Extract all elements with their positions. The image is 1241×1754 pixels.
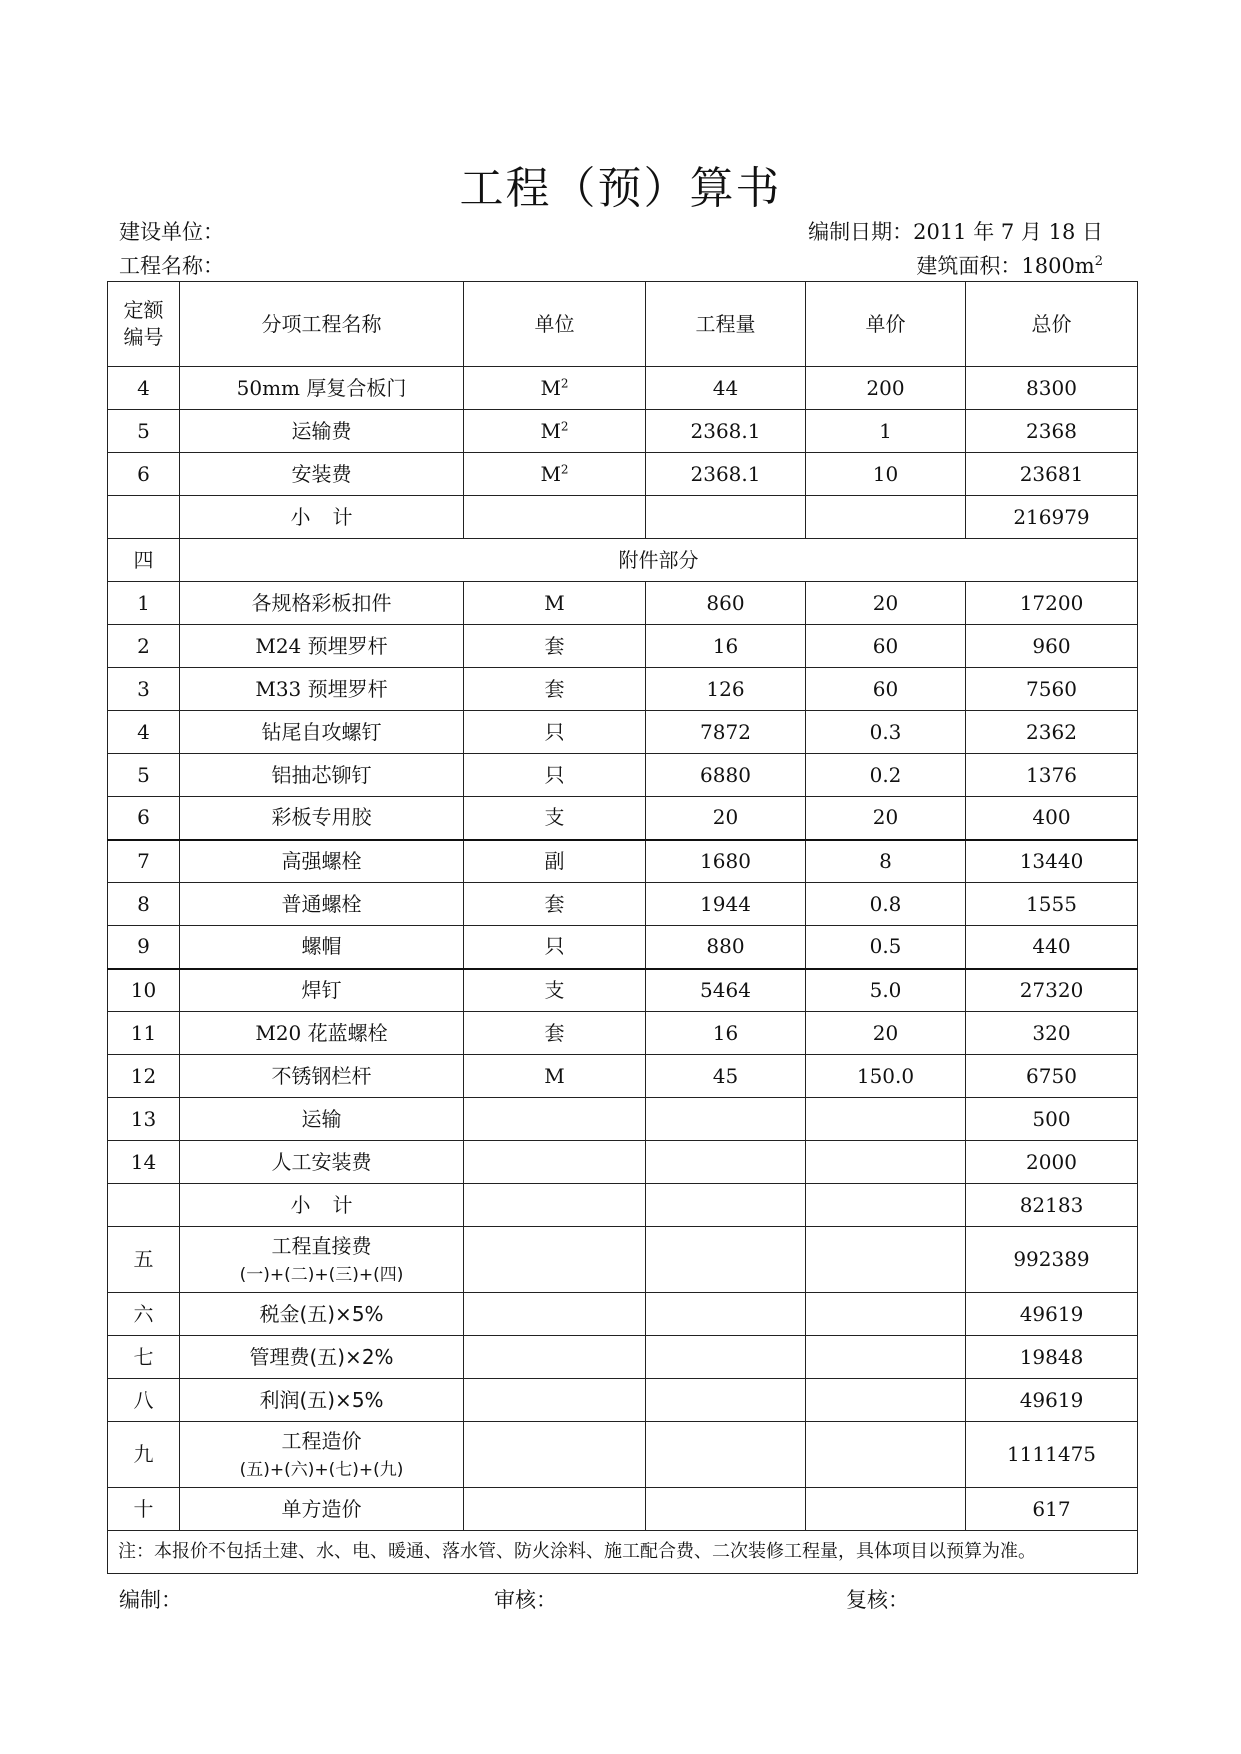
cell-total: 1376 bbox=[966, 754, 1138, 797]
cell-unit: $M^2$ bbox=[464, 410, 646, 453]
cell-price: 20 bbox=[806, 797, 966, 840]
cell-total: 7560 bbox=[966, 668, 1138, 711]
cell-name: 50mm 厚复合板门 bbox=[180, 367, 464, 410]
cell-total: 8300 bbox=[966, 367, 1138, 410]
cell-qty: 6880 bbox=[646, 754, 806, 797]
cell-unit: M bbox=[464, 582, 646, 625]
table-row bbox=[108, 582, 1138, 625]
cell-price: 10 bbox=[806, 453, 966, 496]
cell-unit: 套 bbox=[464, 1012, 646, 1055]
subtotal-row bbox=[108, 1184, 1138, 1227]
cell-total: 1111475 bbox=[966, 1422, 1138, 1488]
cell-name: 人工安装费 bbox=[180, 1141, 464, 1184]
cell-code: 6 bbox=[108, 797, 180, 840]
subtotal-row bbox=[108, 496, 1138, 539]
section-row bbox=[108, 539, 1138, 582]
cell-qty: 126 bbox=[646, 668, 806, 711]
cell-total: 440 bbox=[966, 926, 1138, 969]
cell-name: M20 花蓝螺栓 bbox=[180, 1012, 464, 1055]
cell-qty: 2368.1 bbox=[646, 453, 806, 496]
cell-name: 单方造价 bbox=[180, 1488, 464, 1531]
cell-code: 8 bbox=[108, 883, 180, 926]
summary-row-management bbox=[108, 1336, 1138, 1379]
header-code: 定额 编号 bbox=[108, 282, 180, 367]
note-row bbox=[108, 1531, 1138, 1574]
cell-price: 0.8 bbox=[806, 883, 966, 926]
cell-unit: 只 bbox=[464, 926, 646, 969]
cell-name: M24 预埋罗杆 bbox=[180, 625, 464, 668]
cell-code: 7 bbox=[108, 840, 180, 883]
subtotal-label: 小计 bbox=[180, 496, 464, 539]
cell-price: 5.0 bbox=[806, 969, 966, 1012]
cell-code: 13 bbox=[108, 1098, 180, 1141]
section-title: 附件部分 bbox=[180, 539, 1138, 582]
cell-price: 8 bbox=[806, 840, 966, 883]
cell-qty: 44 bbox=[646, 367, 806, 410]
construction-unit-label: 建设单位： bbox=[119, 220, 224, 244]
header-unit-price: 单价 bbox=[806, 282, 966, 367]
cell-unit: M bbox=[464, 1055, 646, 1098]
cell-qty: 16 bbox=[646, 1012, 806, 1055]
cell-name: 工程直接费 (一)+(二)+(三)+(四) bbox=[180, 1227, 464, 1293]
table-row bbox=[108, 410, 1138, 453]
table-row bbox=[108, 453, 1138, 496]
cell-total: 617 bbox=[966, 1488, 1138, 1531]
cell-code: 1 bbox=[108, 582, 180, 625]
cell-code: 9 bbox=[108, 926, 180, 969]
cell-total: 49619 bbox=[966, 1293, 1138, 1336]
subtotal-label: 小计 bbox=[180, 1184, 464, 1227]
table-row bbox=[108, 668, 1138, 711]
cell-code: 5 bbox=[108, 754, 180, 797]
cell-unit: 只 bbox=[464, 711, 646, 754]
cell-code: 六 bbox=[108, 1293, 180, 1336]
cell-unit: 只 bbox=[464, 754, 646, 797]
header-unit: 单位 bbox=[464, 282, 646, 367]
cell-code: 10 bbox=[108, 969, 180, 1012]
cell-total: 13440 bbox=[966, 840, 1138, 883]
cell-unit: 套 bbox=[464, 668, 646, 711]
table-row bbox=[108, 926, 1138, 969]
cell-total: 6750 bbox=[966, 1055, 1138, 1098]
cell-price: 20 bbox=[806, 582, 966, 625]
cell-qty: 7872 bbox=[646, 711, 806, 754]
table-header-row bbox=[108, 282, 1138, 367]
table-row bbox=[108, 883, 1138, 926]
cell-name: M33 预埋罗杆 bbox=[180, 668, 464, 711]
cell-code: 6 bbox=[108, 453, 180, 496]
cell-name: 普通螺栓 bbox=[180, 883, 464, 926]
cell-unit bbox=[464, 1141, 646, 1184]
cell-name: 运输 bbox=[180, 1098, 464, 1141]
cell-code: 五 bbox=[108, 1227, 180, 1293]
cell-code: 11 bbox=[108, 1012, 180, 1055]
section-code: 四 bbox=[108, 539, 180, 582]
cell-unit bbox=[464, 1098, 646, 1141]
cell-unit: $M^2$ bbox=[464, 453, 646, 496]
header-total-price: 总价 bbox=[966, 282, 1138, 367]
cell-price: 1 bbox=[806, 410, 966, 453]
project-name-label: 工程名称： bbox=[119, 254, 224, 278]
cell-code: 十 bbox=[108, 1488, 180, 1531]
summary-row-profit bbox=[108, 1379, 1138, 1422]
cell-code: 七 bbox=[108, 1336, 180, 1379]
cell-price: 200 bbox=[806, 367, 966, 410]
cell-qty: 2368.1 bbox=[646, 410, 806, 453]
cell-price: 0.3 bbox=[806, 711, 966, 754]
cell-price: 60 bbox=[806, 668, 966, 711]
table-row bbox=[108, 625, 1138, 668]
cell-price bbox=[806, 1098, 966, 1141]
cell-price: 0.5 bbox=[806, 926, 966, 969]
cell-code: 3 bbox=[108, 668, 180, 711]
cell-qty: 1944 bbox=[646, 883, 806, 926]
cell-name: 管理费(五)×2% bbox=[180, 1336, 464, 1379]
footer-checker: 复核： bbox=[846, 1588, 909, 1612]
cell-name: 铝抽芯铆钉 bbox=[180, 754, 464, 797]
cell-total: 2368 bbox=[966, 410, 1138, 453]
summary-row-direct-cost bbox=[108, 1227, 1138, 1293]
table-row bbox=[108, 754, 1138, 797]
cell-name: 钻尾自攻螺钉 bbox=[180, 711, 464, 754]
cell-price: 20 bbox=[806, 1012, 966, 1055]
footer-editor: 编制： bbox=[119, 1588, 182, 1612]
subtotal-total: 216979 bbox=[966, 496, 1138, 539]
cell-code: 5 bbox=[108, 410, 180, 453]
cell-total: 17200 bbox=[966, 582, 1138, 625]
cell-unit: 副 bbox=[464, 840, 646, 883]
cell-total: 27320 bbox=[966, 969, 1138, 1012]
cell-name: 安装费 bbox=[180, 453, 464, 496]
table-row bbox=[108, 840, 1138, 883]
cell-total: 320 bbox=[966, 1012, 1138, 1055]
cell-total: 992389 bbox=[966, 1227, 1138, 1293]
cell-qty: 45 bbox=[646, 1055, 806, 1098]
cell-name: 彩板专用胶 bbox=[180, 797, 464, 840]
cell-qty: 880 bbox=[646, 926, 806, 969]
cell-code: 4 bbox=[108, 711, 180, 754]
cell-unit: $M^2$ bbox=[464, 367, 646, 410]
cell-name: 工程造价 (五)+(六)+(七)+(九) bbox=[180, 1422, 464, 1488]
cell-name: 税金(五)×5% bbox=[180, 1293, 464, 1336]
table-row bbox=[108, 711, 1138, 754]
cell-code: 九 bbox=[108, 1422, 180, 1488]
cell-qty: 20 bbox=[646, 797, 806, 840]
budget-table bbox=[107, 281, 1138, 1574]
compile-date-label: 编制日期：2011 年 7 月 18 日 bbox=[808, 220, 1103, 244]
cell-price: 0.2 bbox=[806, 754, 966, 797]
summary-row-project-cost bbox=[108, 1422, 1138, 1488]
cell-unit: 套 bbox=[464, 883, 646, 926]
cell-code: 八 bbox=[108, 1379, 180, 1422]
cell-price: 60 bbox=[806, 625, 966, 668]
cell-name: 高强螺栓 bbox=[180, 840, 464, 883]
cell-total: 960 bbox=[966, 625, 1138, 668]
cell-name: 运输费 bbox=[180, 410, 464, 453]
cell-price bbox=[806, 1141, 966, 1184]
cell-code: 12 bbox=[108, 1055, 180, 1098]
cell-name: 不锈钢栏杆 bbox=[180, 1055, 464, 1098]
cell-unit: 支 bbox=[464, 797, 646, 840]
cell-total: 49619 bbox=[966, 1379, 1138, 1422]
table-row bbox=[108, 797, 1138, 840]
page-title: 工程（预）算书 bbox=[459, 163, 782, 214]
cell-code: 4 bbox=[108, 367, 180, 410]
cell-name: 各规格彩板扣件 bbox=[180, 582, 464, 625]
cell-unit: 套 bbox=[464, 625, 646, 668]
table-row bbox=[108, 1098, 1138, 1141]
cell-total: 500 bbox=[966, 1098, 1138, 1141]
table-row bbox=[108, 1012, 1138, 1055]
cell-code: 14 bbox=[108, 1141, 180, 1184]
cell-code: 2 bbox=[108, 625, 180, 668]
table-row bbox=[108, 367, 1138, 410]
table-row bbox=[108, 1055, 1138, 1098]
header-quantity: 工程量 bbox=[646, 282, 806, 367]
cell-total: 400 bbox=[966, 797, 1138, 840]
cell-total: 2362 bbox=[966, 711, 1138, 754]
cell-total: 23681 bbox=[966, 453, 1138, 496]
cell-price: 150.0 bbox=[806, 1055, 966, 1098]
note-text: 注：本报价不包括土建、水、电、暖通、落水管、防火涂料、施工配合费、二次装修工程量，具体项目以预算为准。 bbox=[108, 1531, 1138, 1574]
building-area-label: 建筑面积：$1800m^2$ bbox=[916, 254, 1103, 278]
cell-name: 利润(五)×5% bbox=[180, 1379, 464, 1422]
cell-name: 螺帽 bbox=[180, 926, 464, 969]
cell-qty: 1680 bbox=[646, 840, 806, 883]
cell-qty bbox=[646, 1098, 806, 1141]
footer-reviewer: 审核： bbox=[494, 1588, 557, 1612]
cell-name: 焊钉 bbox=[180, 969, 464, 1012]
summary-row-unit-cost bbox=[108, 1488, 1138, 1531]
table-row bbox=[108, 1141, 1138, 1184]
table-row bbox=[108, 969, 1138, 1012]
cell-qty: 860 bbox=[646, 582, 806, 625]
cell-unit: 支 bbox=[464, 969, 646, 1012]
cell-total: 1555 bbox=[966, 883, 1138, 926]
subtotal-total: 82183 bbox=[966, 1184, 1138, 1227]
cell-total: 19848 bbox=[966, 1336, 1138, 1379]
cell-total: 2000 bbox=[966, 1141, 1138, 1184]
header-item-name: 分项工程名称 bbox=[180, 282, 464, 367]
cell-qty: 5464 bbox=[646, 969, 806, 1012]
summary-row-tax bbox=[108, 1293, 1138, 1336]
cell-qty bbox=[646, 1141, 806, 1184]
cell-qty: 16 bbox=[646, 625, 806, 668]
